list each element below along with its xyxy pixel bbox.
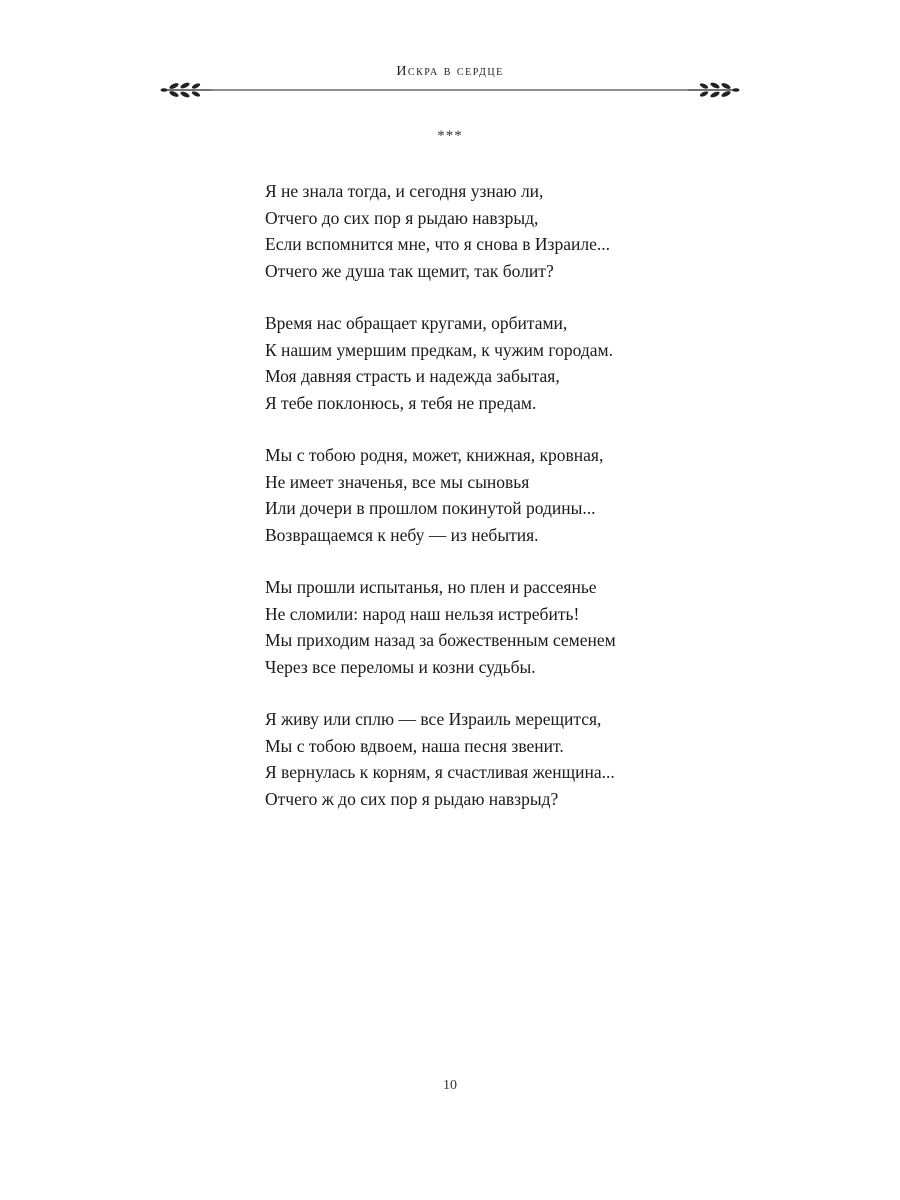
poem-line: Время нас обращает кругами, орбитами, (265, 313, 568, 333)
stanza (265, 442, 725, 548)
running-header-title: Искра в сердце (396, 64, 504, 79)
poem-body (265, 178, 725, 838)
poem-line: Я тебе поклонюсь, я тебя не предам. (265, 392, 537, 413)
stanza (265, 178, 725, 284)
poem-line: Мы приходим назад за божественным семенем (265, 630, 616, 650)
poem-line: Я живу или сплю — все Израиль мерещится, (265, 709, 602, 729)
poem-line: Не имеет значенья, все мы сыновья (265, 471, 530, 492)
poem-line: Моя давняя страсть и надежда забытая, (265, 366, 560, 386)
poem-line: Если вспомнится мне, что я снова в Израиле... (265, 234, 610, 254)
poem-line: Возвращаемся к небу — из небытия. (265, 524, 539, 545)
stanza (265, 574, 725, 680)
right-laurel-icon (688, 81, 740, 98)
poem-line: К нашим умершим предкам, к чужим городам. (265, 339, 613, 360)
poem-line: Я не знала тогда, и сегодня узнаю ли, (265, 181, 544, 201)
poem-line: Не сломили: народ наш нельзя истребить! (265, 603, 580, 624)
poem-line: Мы с тобою вдвоем, наша песня звенит. (265, 735, 564, 756)
poem-line: Отчего же душа так щемит, так болит? (265, 260, 554, 281)
poem-line: Отчего до сих пор я рыдаю навзрыд, (265, 207, 539, 228)
page-number: 10 (443, 1078, 457, 1093)
header-ornament-rule (160, 80, 740, 100)
poem-line: Через все переломы и козни судьбы. (265, 656, 536, 677)
stanza (265, 310, 725, 416)
poem-line: Мы прошли испытанья, но плен и рассеянье (265, 577, 597, 597)
poem-separator: *** (437, 128, 463, 144)
stanza (265, 706, 725, 812)
poem-line: Или дочери в прошлом покинутой родины... (265, 498, 596, 518)
poem-line: Мы с тобою родня, может, книжная, кровная, (265, 445, 604, 465)
poem-line: Я вернулась к корням, я счастливая женщина... (265, 762, 615, 782)
poem-line: Отчего ж до сих пор я рыдаю навзрыд? (265, 788, 559, 809)
left-laurel-icon (161, 81, 213, 98)
